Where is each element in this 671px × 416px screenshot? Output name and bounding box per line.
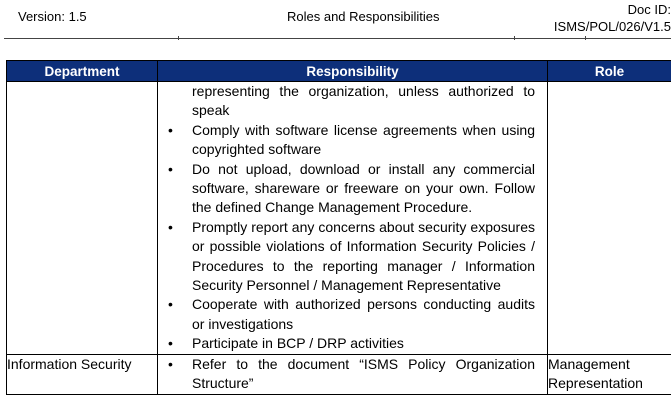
column-header-responsibility: Responsibility <box>158 61 548 82</box>
list-item-text: Cooperate with authorized persons conducting audits or investigations <box>192 296 535 332</box>
list-item <box>158 160 547 218</box>
list-item-text: Promptly report any concerns about security exposures or possible violations of Information Security Policies / Procedures to the reporting manager / Information Security Personnel / Management Representative <box>192 218 535 294</box>
bullet-icon: • <box>168 121 173 138</box>
document-id-label: Doc ID: <box>627 2 671 17</box>
document-id-value: ISMS/POL/026/V1.5 <box>553 19 671 34</box>
bullet-icon: • <box>168 218 173 235</box>
header-rule-tick <box>585 36 586 40</box>
bullet-icon: • <box>168 296 173 313</box>
list-item <box>158 355 547 394</box>
role-cell: Management Representation <box>548 354 671 394</box>
bullet-icon: • <box>168 160 173 177</box>
document-id <box>554 1 671 35</box>
responsibility-cell <box>158 354 548 394</box>
bullet-icon: • <box>168 335 173 352</box>
document-version: Version: 1.5 <box>18 9 87 24</box>
column-header-role: Role <box>548 61 671 82</box>
responsibility-cell <box>158 82 548 355</box>
role-cell <box>548 82 671 355</box>
list-item <box>158 218 547 296</box>
list-item-text: Refer to the document “ISMS Policy Organization Structure” <box>192 355 535 392</box>
list-item <box>158 334 547 353</box>
bullet-icon: • <box>168 355 173 372</box>
table-row <box>7 354 671 394</box>
list-item-text: Do not upload, download or install any commercial software, shareware or freeware on your own. Follow the defined Change Management Procedure. <box>192 160 535 216</box>
table-row <box>7 82 671 355</box>
table-header-row <box>7 61 671 82</box>
document-title: Roles and Responsibilities <box>287 9 440 24</box>
column-header-department: Department <box>7 61 158 82</box>
page-header <box>0 0 671 42</box>
header-rule-tick <box>178 36 179 40</box>
department-cell <box>7 82 158 355</box>
department-cell: Information Security <box>7 354 158 394</box>
roles-table <box>6 60 671 395</box>
header-rule-tick <box>514 36 515 40</box>
list-item-text: Participate in BCP / DRP activities <box>192 335 404 352</box>
list-item-text: Comply with software license agreements when using copyrighted software <box>192 121 535 158</box>
responsibility-list <box>158 121 547 354</box>
header-rule <box>4 38 671 39</box>
list-item <box>158 295 547 334</box>
responsibility-list <box>158 355 547 394</box>
list-item <box>158 121 547 160</box>
continuation-text: representing the organization, unless authorized to speak <box>192 83 535 119</box>
